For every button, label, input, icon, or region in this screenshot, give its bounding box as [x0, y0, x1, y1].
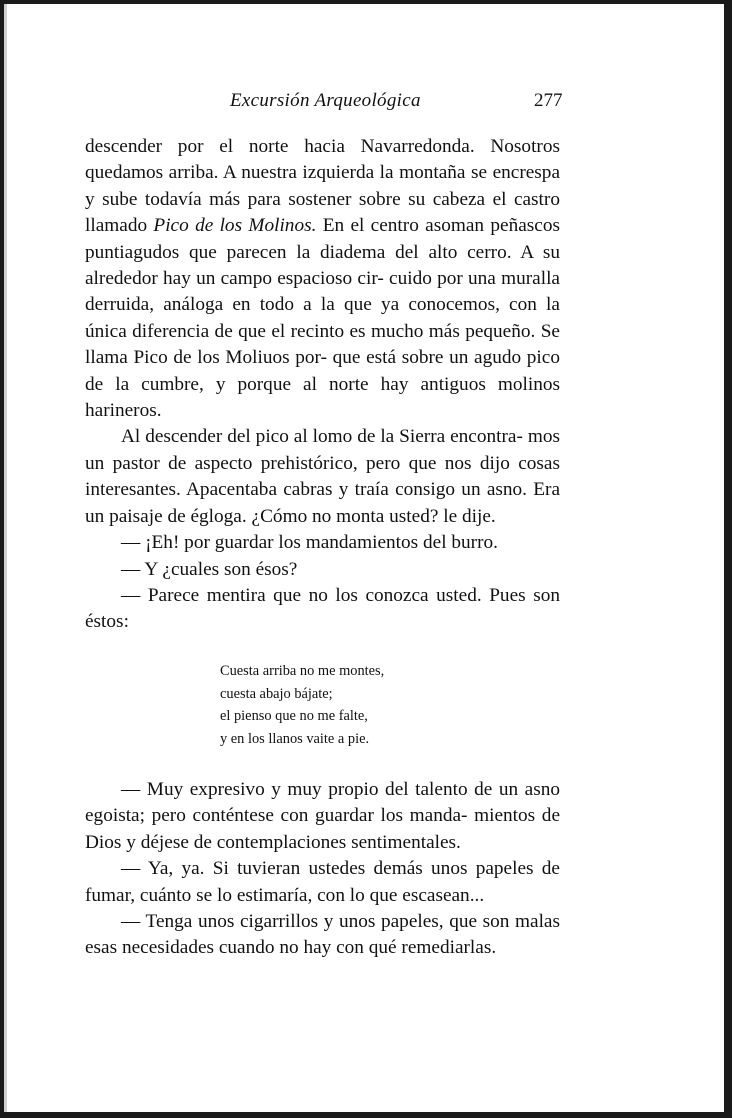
paragraph-4 — [85, 557, 560, 583]
text-line: Al descender del pico al lomo de la Sierra encontra- — [121, 426, 523, 448]
text-line: ya conocemos, con la única diferencia de que el recinto es — [85, 294, 560, 342]
text-line: descender por el norte hacia Navarredonda. Nosotros — [85, 136, 560, 157]
verse-line: y en los llanos vaite a pie. — [220, 731, 370, 748]
paragraph-5 — [85, 583, 560, 636]
text-line: — Tenga unos cigarrillos y unos papeles, que son malas — [121, 911, 560, 933]
paragraph-6 — [85, 777, 560, 856]
text-line: — ¡Eh! por guardar los mandamientos del burro. — [121, 532, 498, 554]
text-line: — Parece mentira que no los conozca usted. Pues — [121, 584, 526, 606]
text-line: asoman peñascos puntiagudos que parecen la diadema del — [85, 215, 560, 263]
page-number: 277 — [534, 90, 563, 111]
italic-place-name: Pico de los Molinos. — [153, 215, 317, 237]
paragraph-2 — [85, 424, 560, 530]
text-line: mos un pastor de aspecto prehistórico, pero que nos dijo — [85, 426, 560, 474]
paragraph-8 — [85, 909, 560, 962]
text-line: fumar, cuánto se lo estimaría, con lo que escasean... — [85, 884, 485, 906]
text-line: quedamos arriba. A nuestra izquierda la montaña se — [85, 162, 488, 184]
verse-block — [220, 660, 384, 751]
text-line: mientos de Dios y déjese de contemplaciones sentimentales. — [85, 805, 560, 853]
text-line: que está sobre un agudo pico de la cumbre, y porque al — [85, 347, 560, 395]
verse-line: Cuesta arriba no me montes, — [220, 663, 385, 679]
text-line: encrespa y sube todavía más para sostener sobre su — [85, 162, 560, 210]
text-line: norte hay antiguos molinos harineros. — [85, 373, 560, 422]
text-line: En el centro — [316, 215, 419, 237]
text-line: esas necesidades cuando no hay con qué remediarlas. — [85, 937, 497, 959]
text-line: — Muy expresivo y muy propio del talento de un — [121, 779, 519, 800]
verse-line: cuesta abajo bájate; — [220, 685, 333, 702]
text-line: le dije. — [443, 505, 496, 527]
text-line: asno. Era un paisaje de égloga. ¿Cómo no monta usted? — [85, 479, 561, 527]
text-line: cabeza el castro llamado — [85, 188, 560, 237]
paragraph-1 — [85, 134, 560, 424]
text-line: alto cerro. A su alrededor hay un campo espacioso cir- — [85, 241, 561, 290]
paragraph-3 — [85, 530, 560, 556]
book-page — [4, 4, 724, 1112]
body-text-bottom — [85, 777, 560, 962]
text-line: — Ya, ya. Si tuvieran ustedes demás unos papeles de — [121, 858, 560, 880]
text-line: asno egoista; pero conténtese con guardar los manda- — [85, 779, 561, 827]
text-line: cuido por una muralla derruida, análoga en todo a la que — [85, 268, 560, 316]
page-edge — [4, 4, 7, 1112]
text-line: son éstos: — [85, 584, 560, 633]
page-header — [4, 90, 724, 120]
verse-line: el pienso que no me falte, — [220, 708, 368, 725]
text-line: — Y ¿cuales son ésos? — [121, 558, 298, 580]
body-text-top — [85, 134, 560, 636]
text-line: cosas interesantes. Apacentaba cabras y traía consigo un — [85, 452, 560, 501]
running-title: Excursión Arqueológica — [230, 90, 421, 111]
paragraph-7 — [85, 856, 560, 909]
text-line: mucho más pequeño. Se llama Pico de los Moliuos por- — [85, 320, 560, 369]
